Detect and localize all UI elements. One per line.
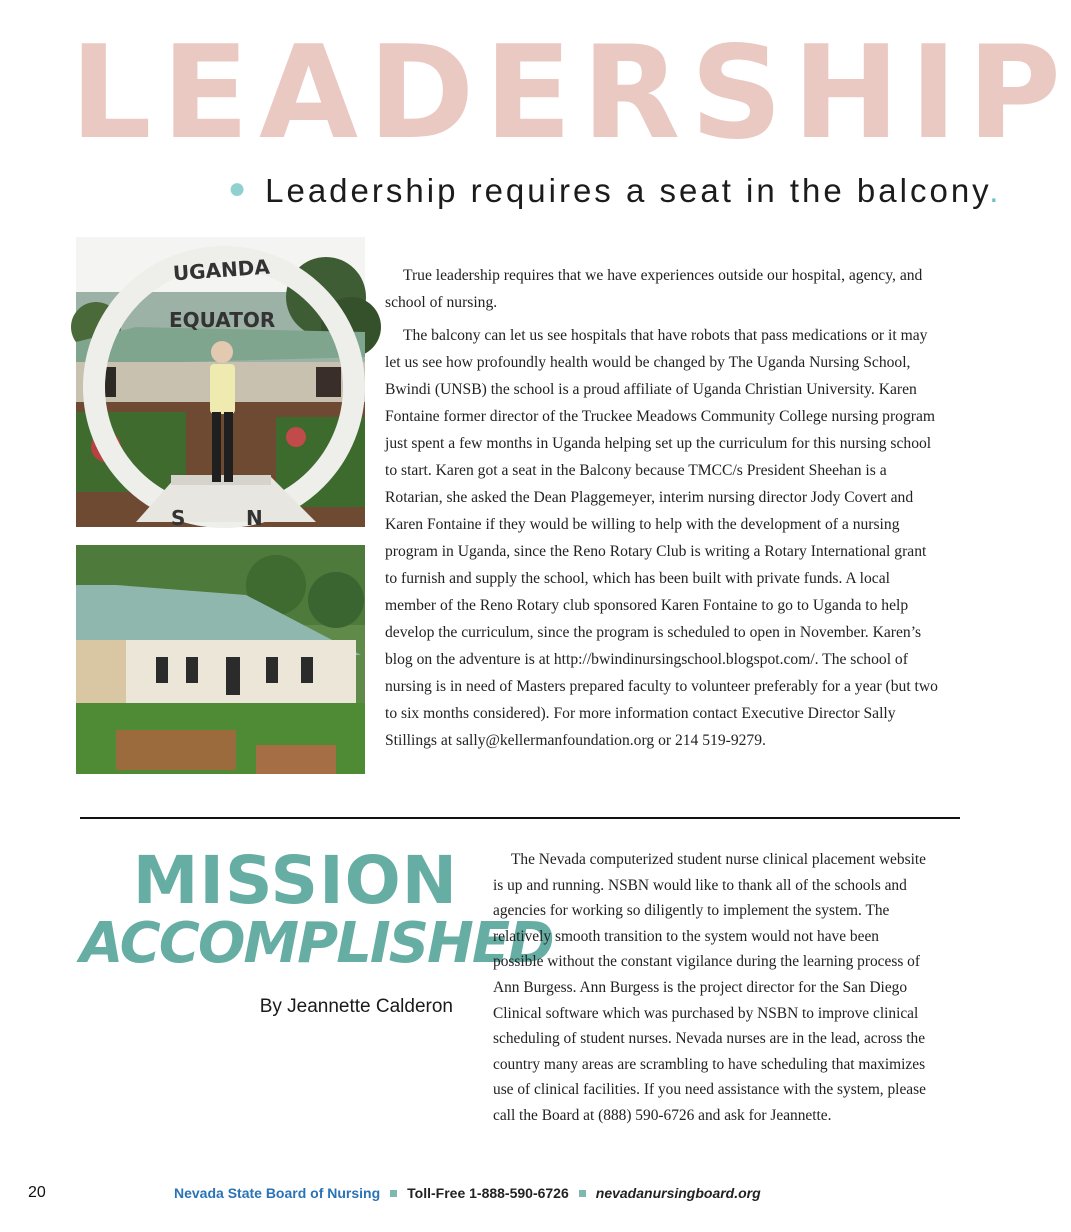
sign-left-letter: S [171, 506, 186, 530]
mission-heading [80, 842, 553, 976]
article-paragraph: True leadership requires that we have experiences outside our hospital, agency, and school of nursing. [385, 267, 923, 311]
school-building-photo [76, 545, 365, 774]
tagline-text: Leadership requires a seat in the balcony [265, 172, 990, 209]
mission-title-line2: ACCOMPLISHED [80, 911, 553, 976]
footer-organization: Nevada State Board of Nursing [174, 1185, 381, 1201]
sign-arc-text: EQUATOR [169, 308, 276, 332]
page-number: 20 [28, 1184, 46, 1201]
section-banner-title: LEADERSHIP [70, 19, 1071, 168]
leadership-article [385, 262, 940, 760]
section-divider [80, 817, 960, 819]
tagline [228, 172, 1002, 210]
sign-right-letter: N [246, 506, 263, 530]
footer-phone: Toll-Free 1-888-590-6726 [407, 1185, 569, 1201]
sign-top-text: UGANDA [172, 254, 271, 286]
mission-title-line1: MISSION [132, 842, 458, 919]
article-paragraph: The balcony can let us see hospitals that have robots that pass medications or it may let us see how profoundly health would be changed by The Uganda Nursing School, Bwindi (UNSB) the school is a proud affiliate of Uganda Christian University. Karen Fontaine former director of the Truckee Meadows Community College nursing program just spent a few months in Uganda helping set up the curriculum for this nursing school to start. Karen got a seat in the Balcony because TMCC/s President Sheehan is a Rotarian, she asked the Dean Plaggemeyer, interim nursing director Jody Covert and Karen Fontaine if they would be willing to help with the development of a nursing program in Uganda, since the Reno Rotary Club is writing a Rotary International grant to furnish and supply the school, which has been built with private funds. A local member of the Reno Rotary club sponsored Karen Fontaine to go to Uganda to help develop the curriculum, since the program is scheduled to open in November. Karen’s blog on the adventure is at http://bwindinursingschool.blogspot.com/. The school of nursing is in need of Masters prepared faculty to volunteer preferably for a year (but two to six months considered). For more information contact Executive Director Sally Stillings at sally@kellermanfoundation.org or 214 519-9279. [385, 327, 938, 749]
square-bullet-icon [390, 1190, 397, 1197]
footer [174, 1185, 934, 1201]
equator-photo [76, 237, 365, 530]
tagline-period: . [989, 172, 1002, 209]
square-bullet-icon [579, 1190, 586, 1197]
mission-article [493, 847, 933, 1129]
mission-paragraph: The Nevada computerized student nurse clinical placement website is up and running. NSBN would like to thank all of the schools and agencies for working so diligently to implement the system. The relatively smooth transition to the system would not have been possible without the constant vigilance during the learning process of Ann Burgess. Ann Burgess is the project director for the San Diego Clinical software which was purchased by NSBN to improve clinical scheduling of student nurses. Nevada nurses are in the lead, across the country many areas are scrambling to have scheduling that maximizes use of clinical facilities. If you need assistance with the system, please call the Board at (888) 590-6726 and ask for Jeannette. [493, 851, 926, 1124]
bullet-icon: ● [228, 172, 250, 205]
footer-website-link[interactable]: nevadanursingboard.org [595, 1185, 761, 1201]
byline: By Jeannette Calderon [259, 996, 453, 1017]
